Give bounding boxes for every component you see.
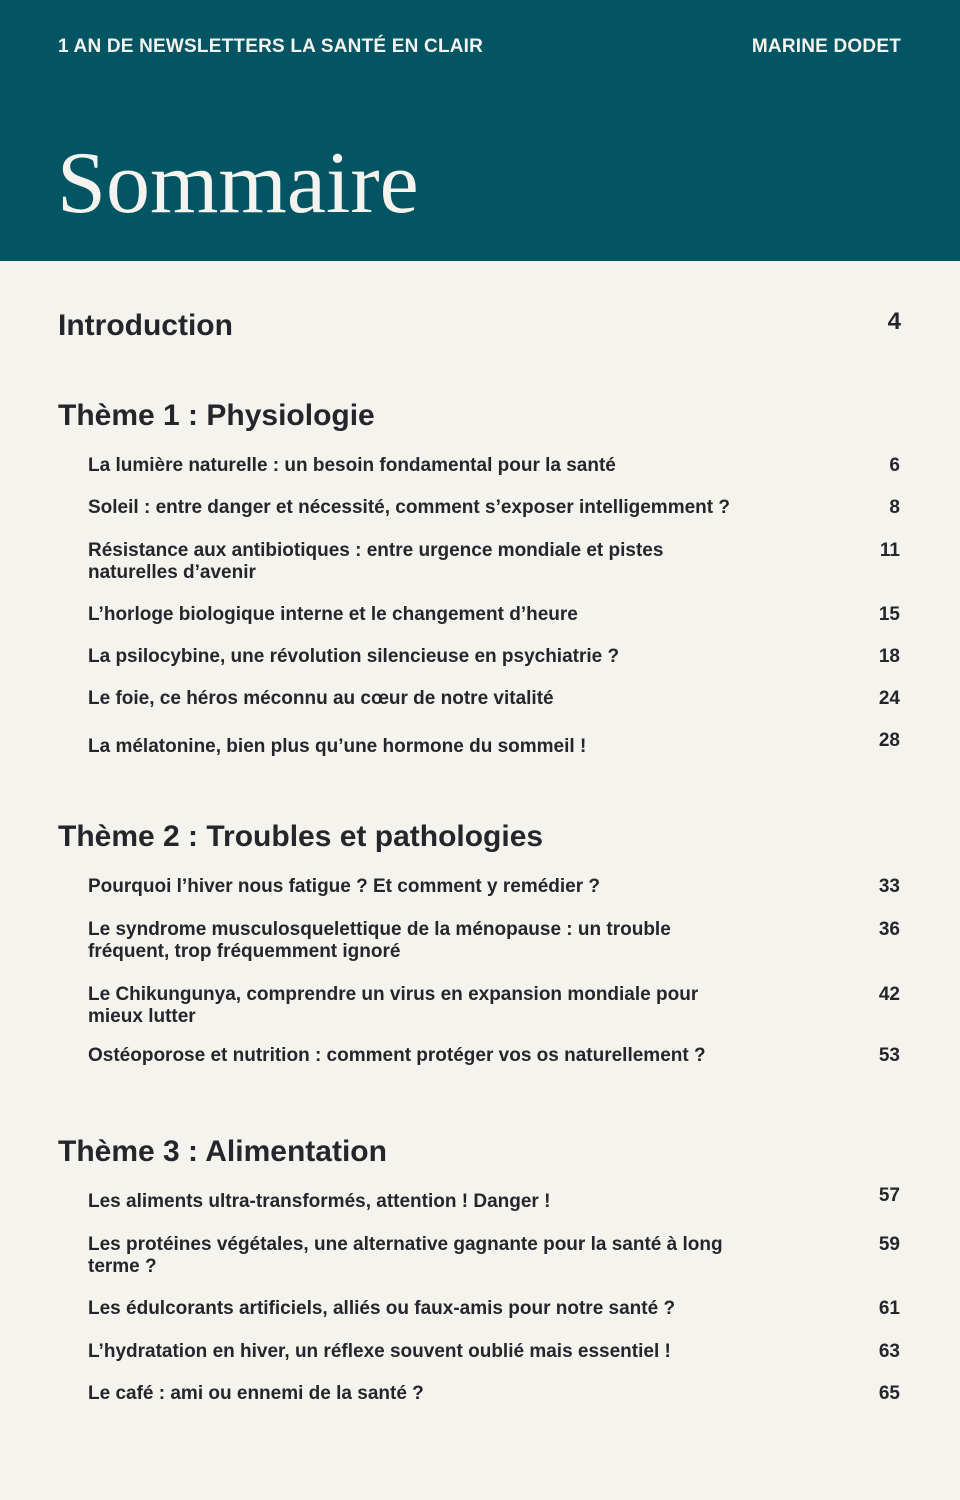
toc-entry[interactable]: [88, 604, 900, 626]
header-banner: [0, 0, 960, 261]
toc-entry[interactable]: [88, 688, 900, 710]
toc-entry-title: Le café : ami ou ennemi de la santé ?: [88, 1383, 424, 1404]
toc-entry[interactable]: [88, 1234, 900, 1278]
toc-introduction-page: 4: [887, 308, 901, 335]
toc-entry[interactable]: [88, 1383, 900, 1405]
toc-entry-title: Le foie, ce héros méconnu au cœur de notre vitalité: [88, 688, 554, 709]
toc-entry-title: Les édulcorants artificiels, alliés ou faux-amis pour notre santé ?: [88, 1298, 676, 1319]
publication-kicker: 1 AN DE NEWSLETTERS LA SANTÉ EN CLAIR: [58, 36, 484, 57]
toc-entry-page: 61: [878, 1298, 900, 1319]
toc-entry[interactable]: [88, 1185, 900, 1213]
toc-entry[interactable]: [88, 1341, 900, 1363]
toc-entry[interactable]: [88, 730, 900, 758]
toc-entry-page: 24: [878, 688, 900, 709]
toc-entry[interactable]: [88, 540, 900, 584]
toc-entry[interactable]: [88, 455, 900, 477]
toc-entry-title: La psilocybine, une révolution silencieuse en psychiatrie ?: [88, 646, 620, 667]
toc-entry-page: 11: [879, 540, 900, 561]
theme-heading-1: Thème 1 : Physiologie: [58, 399, 375, 432]
toc-entry[interactable]: [88, 1045, 900, 1067]
author-name: MARINE DODET: [751, 36, 901, 57]
toc-entry-page: 42: [878, 984, 900, 1005]
theme-heading-3: Thème 3 : Alimentation: [58, 1135, 387, 1168]
toc-entry-title: Le Chikungunya, comprendre un virus en expansion mondiale pour mieux lutter: [88, 984, 699, 1027]
toc-entry[interactable]: [88, 646, 900, 668]
toc-introduction[interactable]: Introduction: [58, 309, 233, 342]
toc-entry-title: L’horloge biologique interne et le changement d’heure: [88, 604, 578, 625]
toc-entry-page: 53: [878, 1045, 900, 1066]
toc-entry-title: Ostéoporose et nutrition : comment protéger vos os naturellement ?: [88, 1045, 706, 1066]
toc-entry-title: Les aliments ultra-transformés, attention ! Danger !: [88, 1191, 551, 1212]
toc-entry-title: Résistance aux antibiotiques : entre urgence mondiale et pistes naturelles d’avenir: [88, 540, 664, 583]
toc-entry-title: Pourquoi l’hiver nous fatigue ? Et comment y remédier ?: [88, 876, 601, 897]
toc-entry[interactable]: [88, 876, 900, 898]
toc-entry-page: 57: [878, 1185, 900, 1206]
toc-entry[interactable]: [88, 919, 900, 963]
toc-entry-page: 33: [878, 876, 900, 897]
toc-entry-page: 28: [878, 730, 900, 751]
toc-entry-page: 15: [878, 604, 900, 625]
page-title: Sommaire: [57, 135, 419, 232]
toc-entry-page: 6: [889, 455, 900, 476]
toc-entry-title: La mélatonine, bien plus qu’une hormone du sommeil !: [88, 736, 587, 757]
toc-entry-page: 65: [878, 1383, 900, 1404]
theme-heading-2: Thème 2 : Troubles et pathologies: [58, 820, 544, 853]
toc-entry[interactable]: [88, 497, 900, 519]
toc-entry[interactable]: [88, 1298, 900, 1320]
toc-entry[interactable]: [88, 984, 900, 1028]
toc-entry-page: 8: [889, 497, 900, 518]
toc-entry-page: 63: [878, 1341, 900, 1362]
toc-entry-title: Le syndrome musculosquelettique de la ménopause : un trouble fréquent, trop fréquemment ignoré: [88, 919, 671, 962]
toc-entry-page: 36: [878, 919, 900, 940]
toc-entry-title: La lumière naturelle : un besoin fondamental pour la santé: [88, 455, 616, 476]
toc-entry-title: L’hydratation en hiver, un réflexe souvent oublié mais essentiel !: [88, 1341, 671, 1362]
toc-entry-title: Les protéines végétales, une alternative gagnante pour la santé à long terme ?: [88, 1234, 723, 1277]
toc-entry-title: Soleil : entre danger et nécessité, comment s’exposer intelligemment ?: [88, 497, 730, 518]
toc-entry-page: 18: [878, 646, 900, 667]
toc-entry-page: 59: [878, 1234, 900, 1255]
